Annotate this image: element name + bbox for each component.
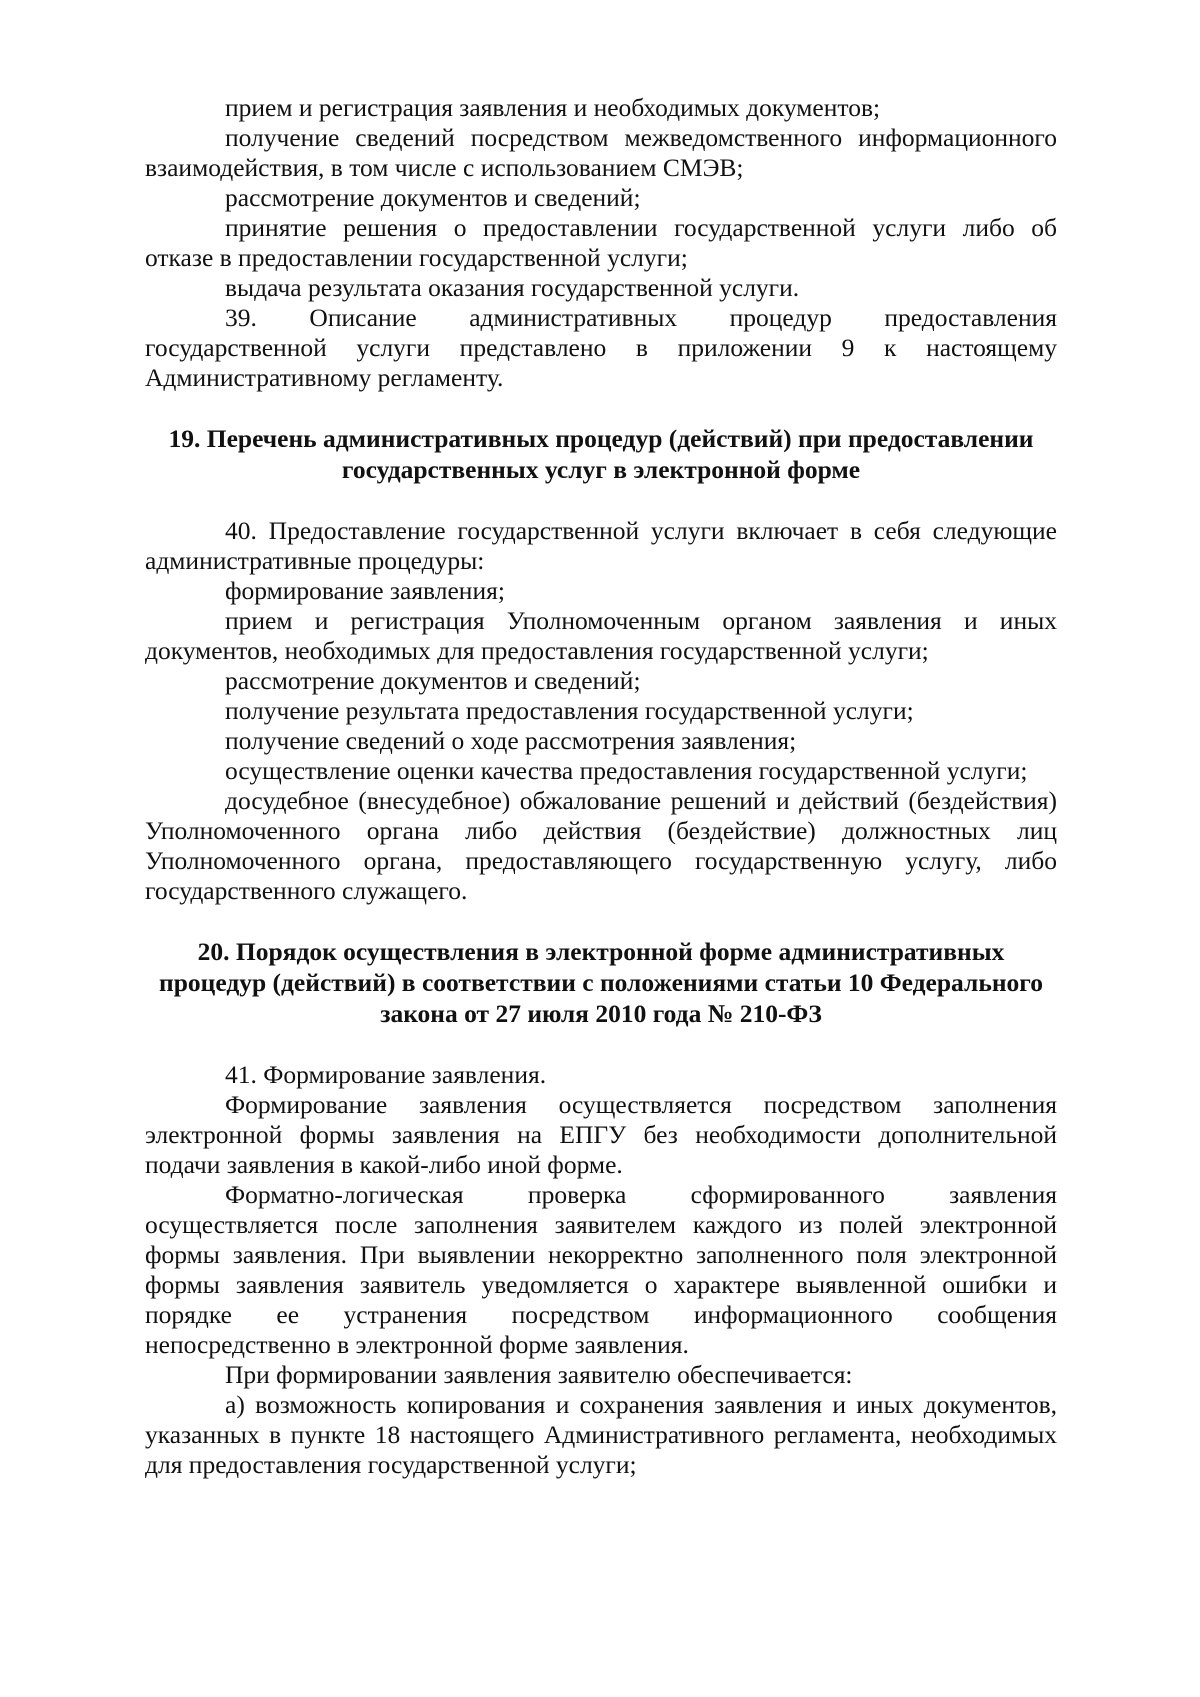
paragraph: Форматно-логическая проверка сформированного заявления осуществляется после заполнения заявителем каждого из полей электронной формы заявления. При выявлении некорректно заполненного поля электронной формы заявления заявитель уведомляется о характере выявленной ошибки и порядке ее устранения посредством информационного сообщения непосредственно в электронной форме заявления. <box>145 1180 1057 1359</box>
paragraph: Формирование заявления осуществляется посредством заполнения электронной формы заявления на ЕПГУ без необходимости дополнительной подачи заявления в какой-либо иной форме. <box>145 1090 1057 1179</box>
list-item: получение результата предоставления государственной услуги; <box>225 696 914 725</box>
list-item: формирование заявления; <box>225 576 505 605</box>
section-19-body <box>145 516 1057 906</box>
procedure-item: получение сведений посредством межведомственного информационного взаимодействия, в том числе с использованием СМЭВ; <box>145 123 1057 182</box>
section-20-body <box>145 1060 1057 1480</box>
list-item: а) возможность копирования и сохранения заявления и иных документов, указанных в пункте 18 настоящего Административного регламента, необходимых для предоставления государственной услуги; <box>145 1390 1057 1479</box>
section-20-heading: 20. Порядок осуществления в электронной форме административных процедур (действий) в соответствии с положениями статьи 10 Федерального закона от 27 июля 2010 года № 210-ФЗ <box>159 937 1043 1028</box>
procedures-list <box>145 93 1057 393</box>
paragraph: При формировании заявления заявителю обеспечивается: <box>225 1360 853 1389</box>
procedure-item: рассмотрение документов и сведений; <box>225 183 641 212</box>
paragraph-40: 40. Предоставление государственной услуги включает в себя следующие административные процедуры: <box>145 516 1057 575</box>
document-page <box>145 93 1057 1480</box>
procedure-item: выдача результата оказания государственной услуги. <box>225 273 800 302</box>
list-item: рассмотрение документов и сведений; <box>225 666 641 695</box>
paragraph-39: 39. Описание административных процедур предоставления государственной услуги представлено в приложении 9 к настоящему Административному регламенту. <box>145 303 1057 392</box>
list-item: осуществление оценки качества предоставления государственной услуги; <box>225 756 1028 785</box>
list-item: получение сведений о ходе рассмотрения заявления; <box>225 726 797 755</box>
paragraph-41: 41. Формирование заявления. <box>225 1060 547 1089</box>
list-item: досудебное (внесудебное) обжалование решений и действий (бездействия) Уполномоченного органа либо действия (бездействие) должностных лиц Уполномоченного органа, предоставляющего государственную услугу, либо государственного служащего. <box>145 786 1057 905</box>
procedure-item: прием и регистрация заявления и необходимых документов; <box>225 93 881 122</box>
section-19-heading: 19. Перечень административных процедур (действий) при предоставлении государственных услуг в электронной форме <box>168 424 1034 484</box>
procedure-item: принятие решения о предоставлении государственной услуги либо об отказе в предоставлении государственной услуги; <box>145 213 1057 272</box>
list-item: прием и регистрация Уполномоченным органом заявления и иных документов, необходимых для предоставления государственной услуги; <box>145 606 1057 665</box>
